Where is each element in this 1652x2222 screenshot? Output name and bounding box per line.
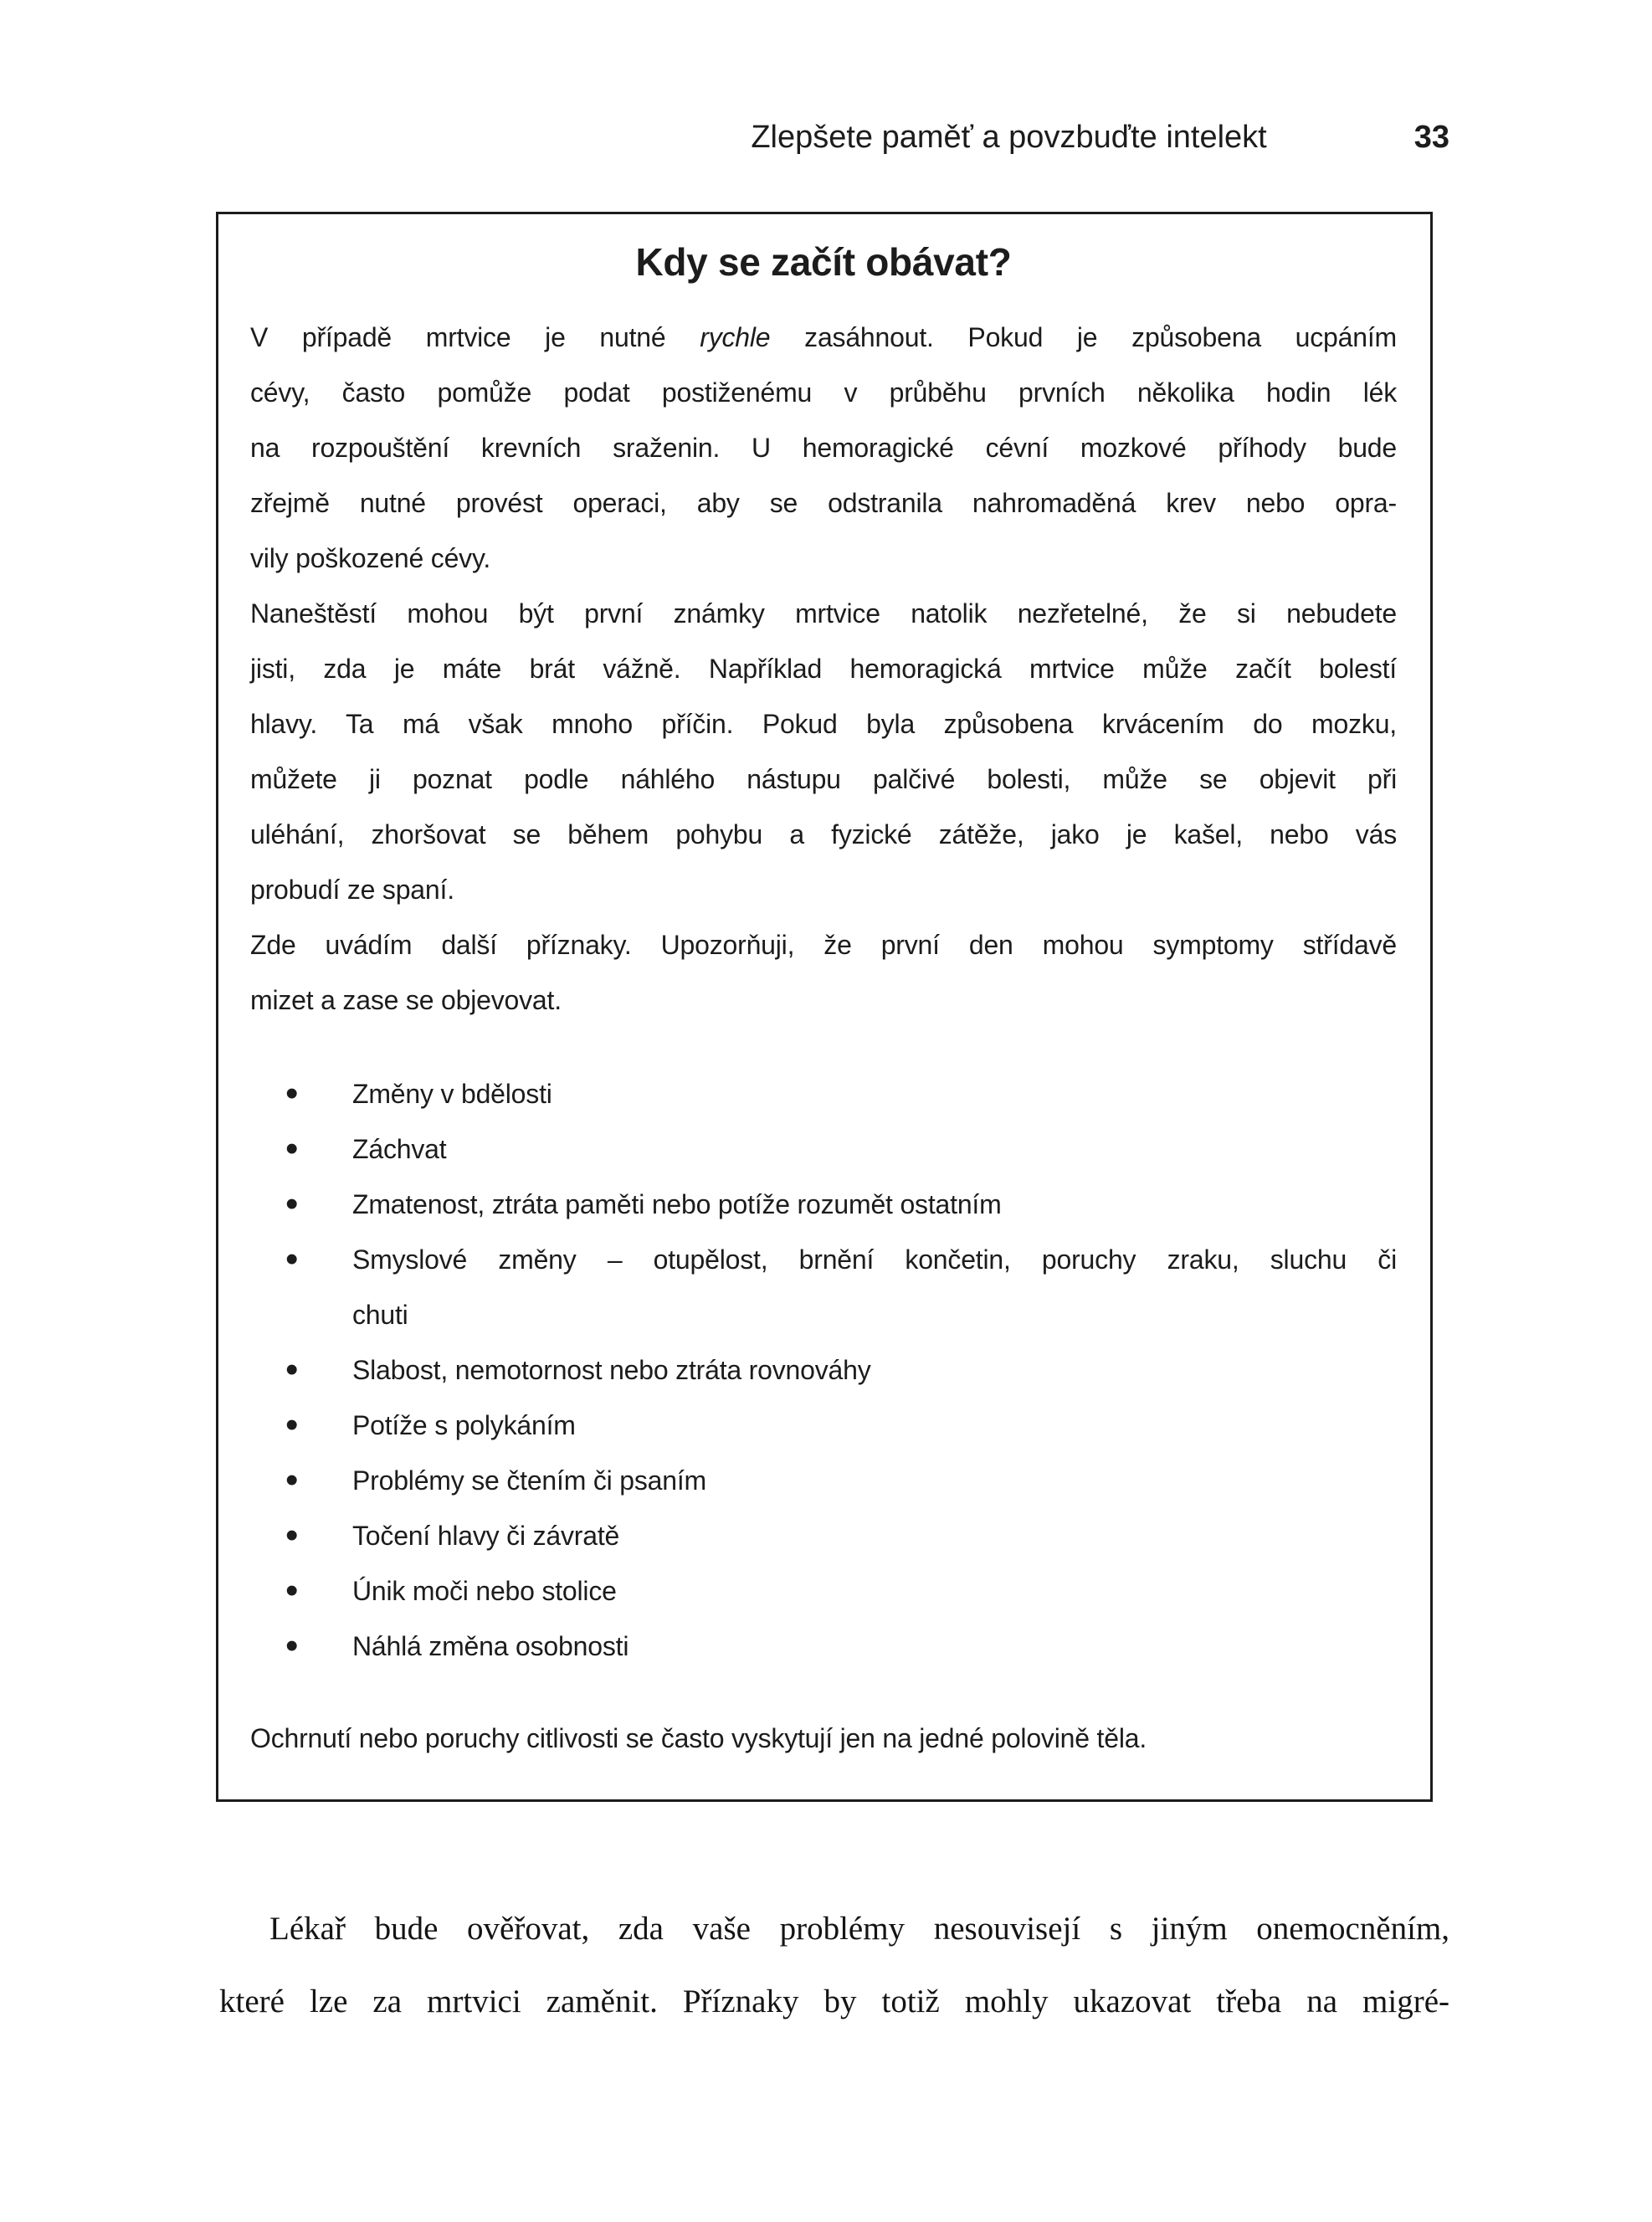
italic-word: rychle bbox=[700, 322, 771, 352]
bullet-icon: • bbox=[285, 1570, 299, 1611]
paragraph-line: zřejmě nutné provést operaci, aby se odstranila nahromaděná krev nebo opra- bbox=[250, 488, 1397, 518]
closing-line: Ochrnutí nebo poruchy citlivosti se často vyskytují jen na jedné polovině těla. bbox=[250, 1723, 1147, 1753]
body-paragraph bbox=[219, 1892, 1449, 2038]
list-item-text: Potíže s polykáním bbox=[352, 1410, 576, 1440]
list-item-text: Únik moči nebo stolice bbox=[352, 1576, 617, 1606]
list-item bbox=[250, 1342, 1397, 1398]
symptom-list bbox=[250, 1066, 1397, 1674]
paragraph-line bbox=[250, 310, 1397, 365]
warning-box bbox=[216, 212, 1433, 1802]
list-item-text bbox=[352, 1232, 1397, 1342]
paragraph-3 bbox=[250, 917, 1397, 1028]
running-header bbox=[0, 119, 1449, 156]
bullet-icon: • bbox=[285, 1404, 299, 1445]
list-item-line: Smyslové změny – otupělost, brnění končetin, poruchy zraku, sluchu či bbox=[352, 1244, 1397, 1275]
bullet-icon: • bbox=[285, 1625, 299, 1666]
bullet-icon: • bbox=[285, 1460, 299, 1501]
list-item bbox=[250, 1619, 1397, 1674]
list-item bbox=[250, 1508, 1397, 1563]
paragraph-text: V případě mrtvice je nutné bbox=[250, 322, 700, 352]
list-item bbox=[250, 1232, 1397, 1342]
list-item-text: Točení hlavy či závratě bbox=[352, 1521, 620, 1551]
body-line: Lékař bude ověřovat, zda vaše problémy nesouvisejí s jiným onemocněním, bbox=[269, 1911, 1449, 1947]
paragraph-text: zasáhnout. Pokud je způsobena ucpáním bbox=[770, 322, 1397, 352]
box-body bbox=[250, 310, 1397, 1766]
page-number: 33 bbox=[1413, 120, 1449, 155]
paragraph-line: na rozpouštění krevních sraženin. U hemoragické cévní mozkové příhody bude bbox=[250, 433, 1397, 463]
list-item-text: Změny v bdělosti bbox=[352, 1079, 552, 1109]
paragraph-line: vily poškozené cévy. bbox=[250, 543, 491, 573]
list-item-text: Záchvat bbox=[352, 1134, 447, 1164]
box-title: Kdy se začít obávat? bbox=[635, 240, 1012, 284]
bullet-icon: • bbox=[285, 1128, 299, 1169]
list-item bbox=[250, 1177, 1397, 1232]
paragraph-line: cévy, často pomůže podat postiženému v průběhu prvních několika hodin lék bbox=[250, 377, 1397, 408]
list-item-text: Zmatenost, ztráta paměti nebo potíže rozumět ostatním bbox=[352, 1189, 1002, 1219]
bullet-icon: • bbox=[285, 1515, 299, 1556]
bullet-icon: • bbox=[285, 1349, 299, 1390]
bullet-icon: • bbox=[285, 1183, 299, 1224]
list-item-line: chuti bbox=[352, 1300, 408, 1330]
paragraph-line: Naneštěstí mohou být první známky mrtvice natolik nezřetelné, že si nebudete bbox=[250, 598, 1397, 629]
list-item bbox=[250, 1121, 1397, 1177]
list-item-text: Náhlá změna osobnosti bbox=[352, 1631, 629, 1661]
list-item bbox=[250, 1453, 1397, 1508]
paragraph-line: hlavy. Ta má však mnoho příčin. Pokud byla způsobena krvácením do mozku, bbox=[250, 709, 1397, 739]
list-item bbox=[250, 1066, 1397, 1121]
paragraph-line: jisti, zda je máte brát vážně. Například hemoragická mrtvice může začít bolestí bbox=[250, 654, 1397, 684]
bullet-icon: • bbox=[285, 1239, 299, 1280]
list-item bbox=[250, 1563, 1397, 1619]
running-title: Zlepšete paměť a povzbuďte intelekt bbox=[751, 120, 1267, 155]
paragraph-1 bbox=[250, 310, 1397, 586]
paragraph-line: Zde uvádím další příznaky. Upozorňuji, že první den mohou symptomy střídavě bbox=[250, 930, 1397, 960]
list-item bbox=[250, 1398, 1397, 1453]
bullet-icon: • bbox=[285, 1073, 299, 1114]
list-item-text: Problémy se čtením či psaním bbox=[352, 1465, 706, 1496]
list-item-text: Slabost, nemotornost nebo ztráta rovnováhy bbox=[352, 1355, 871, 1385]
paragraph-line: probudí ze spaní. bbox=[250, 875, 454, 905]
paragraph-2 bbox=[250, 586, 1397, 917]
body-line: které lze za mrtvici zaměnit. Příznaky by totiž mohly ukazovat třeba na migré- bbox=[219, 1983, 1449, 2019]
paragraph-line: uléhání, zhoršovat se během pohybu a fyzické zátěže, jako je kašel, nebo vás bbox=[250, 819, 1397, 849]
paragraph-line: můžete ji poznat podle náhlého nástupu palčivé bolesti, může se objevit při bbox=[250, 764, 1397, 794]
paragraph-line: mizet a zase se objevovat. bbox=[250, 985, 562, 1015]
